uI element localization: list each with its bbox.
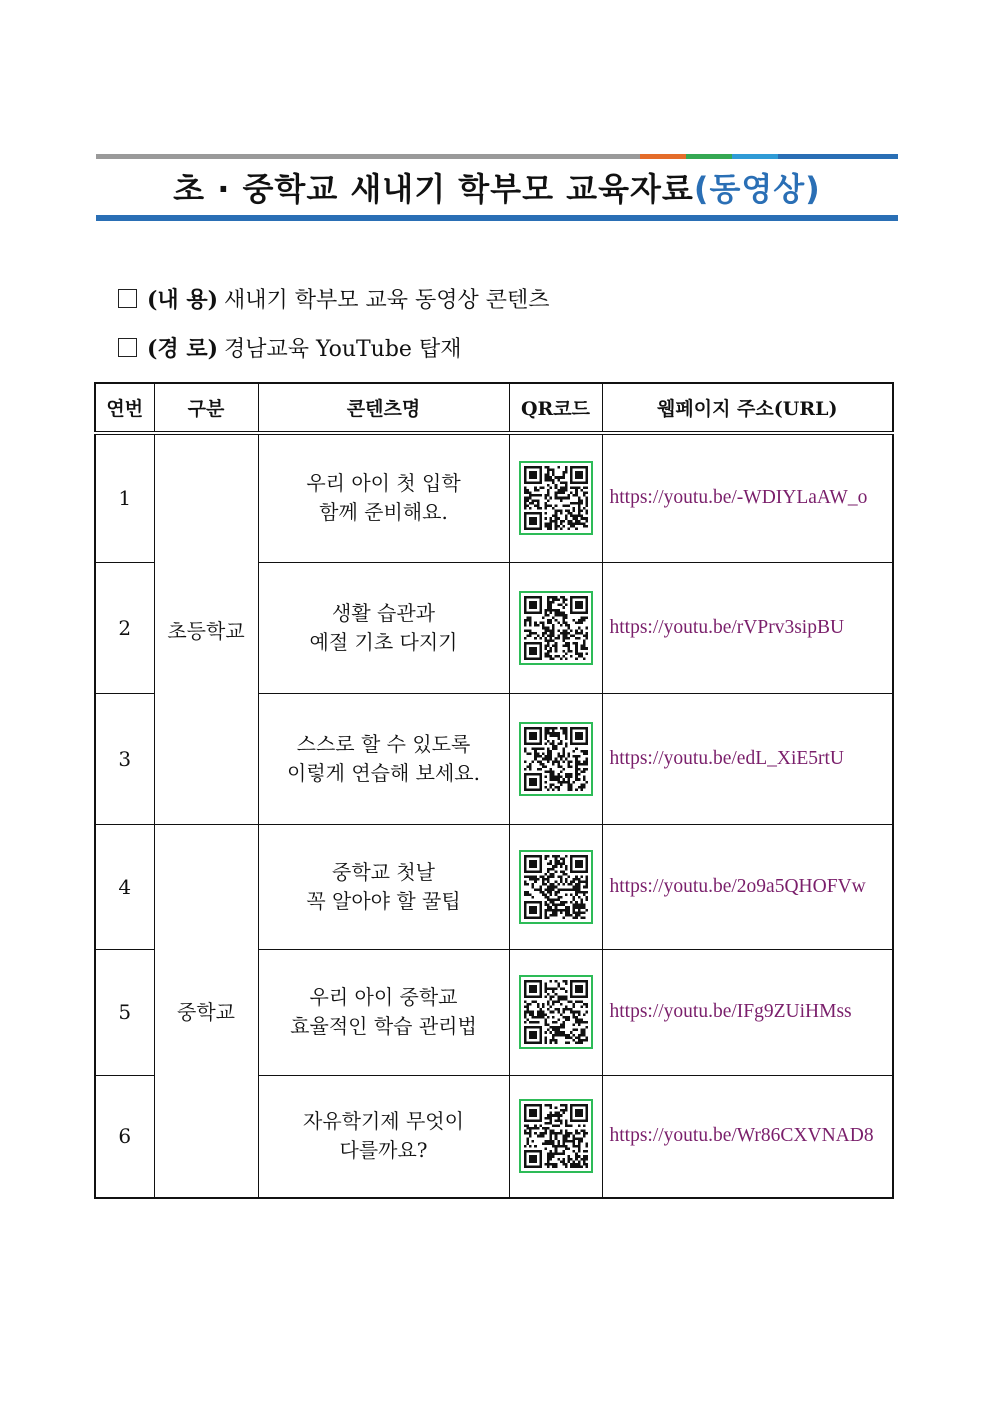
row-number: 6 (95, 1075, 154, 1198)
video-table (94, 382, 894, 1199)
url-link[interactable]: https://youtu.be/edL_XiE5rtU (602, 693, 893, 824)
qr-code-icon[interactable] (519, 1099, 593, 1173)
url-link[interactable]: https://youtu.be/rVPrv3sipBU (602, 562, 893, 693)
accent-segment-green (686, 154, 732, 159)
info-value: 경남교육 YouTube 탑재 (223, 337, 462, 362)
checkbox-square-icon (118, 338, 137, 357)
accent-segment-lightblue (732, 154, 778, 159)
title-line: 스스로 할 수 있도록 (296, 731, 471, 756)
content-title (258, 949, 509, 1075)
title-main: 초 · 중학교 새내기 학부모 교육자료 (173, 170, 694, 208)
qr-code-icon[interactable] (519, 975, 593, 1049)
qr-cell (509, 562, 602, 693)
title-block (96, 154, 898, 222)
content-title (258, 1075, 509, 1198)
row-number: 1 (95, 433, 154, 562)
qr-cell (509, 1075, 602, 1198)
title-accent: (동영상) (693, 170, 821, 208)
qr-cell (509, 824, 602, 949)
title-line: 이렇게 연습해 보세요. (287, 760, 480, 785)
content-title (258, 433, 509, 562)
qr-code-icon[interactable] (519, 591, 593, 665)
info-value: 새내기 학부모 교육 동영상 콘텐츠 (223, 288, 550, 313)
title-line: 생활 습관과 (332, 600, 435, 625)
info-key: (경 로) (147, 336, 218, 362)
title-line: 다를까요? (339, 1138, 428, 1163)
title-line: 함께 준비해요. (319, 500, 448, 525)
info-line-route (118, 334, 461, 365)
title-line: 예절 기초 다지기 (309, 629, 458, 654)
qr-cell (509, 433, 602, 562)
title-top-bar (96, 154, 898, 159)
title-line: 꼭 알아야 할 꿀팁 (306, 888, 461, 913)
accent-segment-blue (778, 154, 898, 159)
url-link[interactable]: https://youtu.be/2o9a5QHOFVw (602, 824, 893, 949)
content-title (258, 693, 509, 824)
title-line: 자유학기제 무엇이 (303, 1109, 464, 1134)
title-line: 효율적인 학습 관리법 (290, 1014, 477, 1038)
title-bottom-bar (96, 215, 898, 221)
table-row (95, 433, 893, 562)
qr-cell (509, 949, 602, 1075)
title-line: 우리 아이 중학교 (309, 985, 458, 1009)
category-cell: 중학교 (154, 824, 258, 1198)
content-title (258, 562, 509, 693)
url-link[interactable]: https://youtu.be/-WDIYLaAW_o (602, 433, 893, 562)
table-row (95, 824, 893, 949)
info-key: (내 용) (147, 287, 218, 313)
accent-segment-orange (640, 154, 686, 159)
category-cell: 초등학교 (154, 433, 258, 824)
header-title: 콘텐츠명 (258, 383, 509, 433)
table-header-row (95, 383, 893, 433)
title-line: 우리 아이 첫 입학 (306, 471, 461, 496)
url-link[interactable]: https://youtu.be/Wr86CXVNAD8 (602, 1075, 893, 1198)
header-url: 웹페이지 주소(URL) (602, 383, 893, 433)
header-category: 구분 (154, 383, 258, 433)
qr-code-icon[interactable] (519, 461, 593, 535)
info-line-content (118, 285, 550, 316)
header-qr: QR코드 (509, 383, 602, 433)
header-num: 연번 (95, 383, 154, 433)
content-title (258, 824, 509, 949)
qr-code-icon[interactable] (519, 850, 593, 924)
qr-code-icon[interactable] (519, 722, 593, 796)
checkbox-square-icon (118, 289, 137, 308)
row-number: 3 (95, 693, 154, 824)
title-line: 중학교 첫날 (332, 859, 435, 884)
url-link[interactable]: https://youtu.be/IFg9ZUiHMss (602, 949, 893, 1075)
qr-cell (509, 693, 602, 824)
row-number: 2 (95, 562, 154, 693)
row-number: 4 (95, 824, 154, 949)
page-title (96, 166, 898, 212)
row-number: 5 (95, 949, 154, 1075)
